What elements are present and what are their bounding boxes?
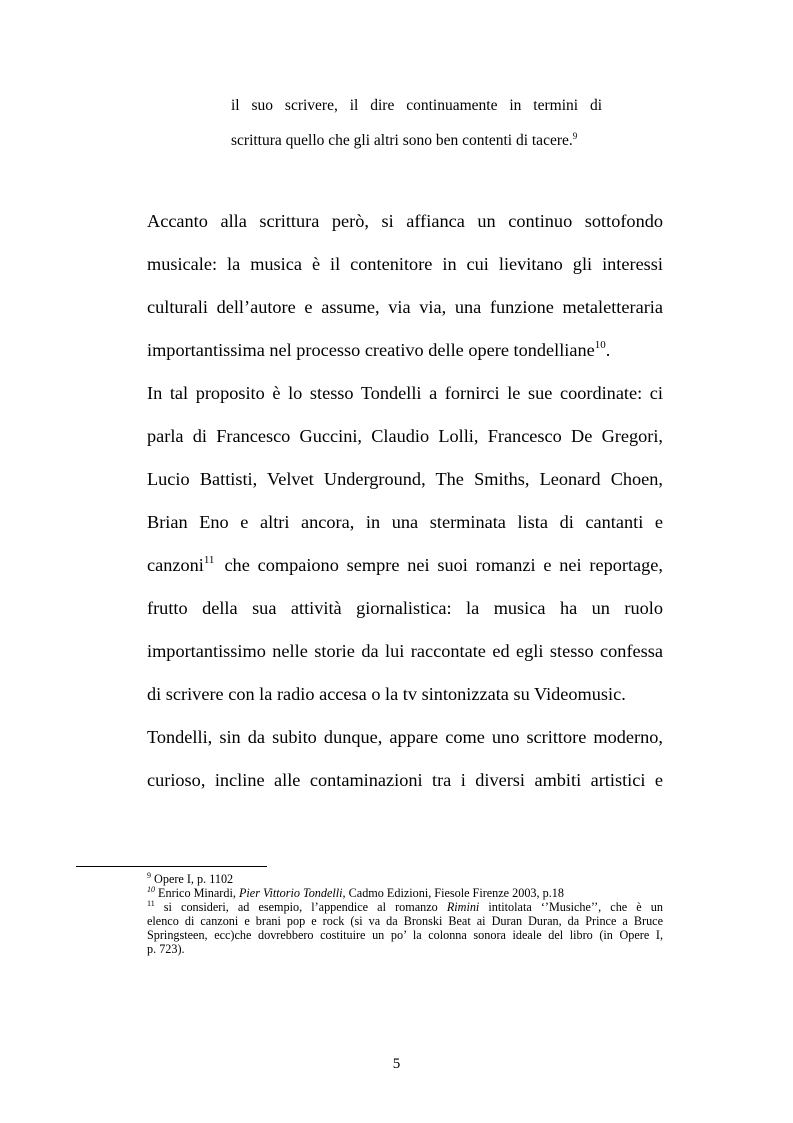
footnote-line	[147, 900, 663, 914]
footnote-number: 10	[147, 885, 155, 894]
body-line: Accanto alla scrittura però, si affianca un continuo sottofondo	[147, 211, 663, 231]
body-line: di scrivere con la radio accesa o la tv sintonizzata su Videomusic.	[147, 684, 626, 704]
body-line: Brian Eno e altri ancora, in una sterminata lista di cantanti e	[147, 512, 663, 532]
footnotes	[147, 872, 663, 956]
footnote-book-title: Rimini	[446, 900, 480, 914]
footnote-line: p. 723).	[147, 942, 185, 956]
footnote-ref-10[interactable]: 10	[594, 339, 606, 351]
body-line-text: importantissima nel processo creativo delle opere tondelliane	[147, 340, 595, 360]
body-line-text: canzoni	[147, 555, 204, 575]
footnote-9	[147, 872, 663, 886]
footnote-number: 11	[147, 899, 155, 908]
footnote-text: intitolata ‘’Musiche’’, che è un	[479, 900, 663, 914]
page-number: 5	[392, 1056, 401, 1072]
footnote-separator	[76, 866, 267, 867]
footnote-book-title: Pier Vittorio Tondelli,	[238, 886, 346, 900]
footnote-author: Enrico Minardi,	[158, 886, 239, 900]
body-line: Lucio Battisti, Velvet Underground, The Smiths, Leonard Choen,	[147, 469, 663, 489]
body-text	[147, 200, 663, 802]
body-line-period: .	[605, 340, 611, 360]
body-line: In tal proposito è lo stesso Tondelli a fornirci le sue coordinate: ci	[147, 383, 663, 403]
body-line: importantissimo nelle storie da lui raccontate ed egli stesso confessa	[147, 641, 663, 661]
body-line	[147, 329, 663, 372]
body-line	[147, 544, 663, 587]
footnote-ref-11[interactable]: 11	[203, 554, 215, 566]
footnote-line: Springsteen, ecc)che dovrebbero costituire un po’ la colonna sonora ideale del libro (in Opere I,	[147, 928, 663, 942]
body-line: curioso, incline alle contaminazioni tra i diversi ambiti artistici e	[147, 770, 663, 790]
footnote-text: si consideri, ad esempio, l’appendice al romanzo	[154, 900, 447, 914]
block-quote	[231, 88, 602, 158]
quote-line-1: il suo scrivere, il dire continuamente in termini di	[231, 97, 602, 114]
footnote-10	[147, 886, 663, 900]
body-line-text: che compaiono sempre nei suoi romanzi e nei reportage,	[224, 555, 663, 575]
body-line: parla di Francesco Guccini, Claudio Lolli, Francesco De Gregori,	[147, 426, 663, 446]
quote-line-2-text: scrittura quello che gli altri sono ben contenti di tacere.	[231, 132, 573, 149]
body-line-start	[147, 544, 214, 587]
body-line: culturali dell’autore e assume, via via, una funzione metaletteraria	[147, 297, 663, 317]
body-line: frutto della sua attività giornalistica: la musica ha un ruolo	[147, 598, 663, 618]
footnote-line: elenco di canzoni e brani pop e rock (si va da Bronski Beat ai Duran Duran, da Prince a Bruce	[147, 914, 663, 928]
footnote-11	[147, 900, 663, 956]
footnote-number: 9	[147, 871, 151, 880]
quote-line-2	[231, 123, 602, 158]
body-line: musicale: la musica è il contenitore in cui lievitano gli interessi	[147, 254, 663, 274]
footnote-text: Opere I, p. 1102	[154, 872, 234, 886]
footnote-text: Cadmo Edizioni, Fiesole Firenze 2003, p.18	[345, 886, 564, 900]
footnote-ref-9[interactable]: 9	[572, 131, 578, 141]
body-line: Tondelli, sin da subito dunque, appare come uno scrittore moderno,	[147, 727, 663, 747]
